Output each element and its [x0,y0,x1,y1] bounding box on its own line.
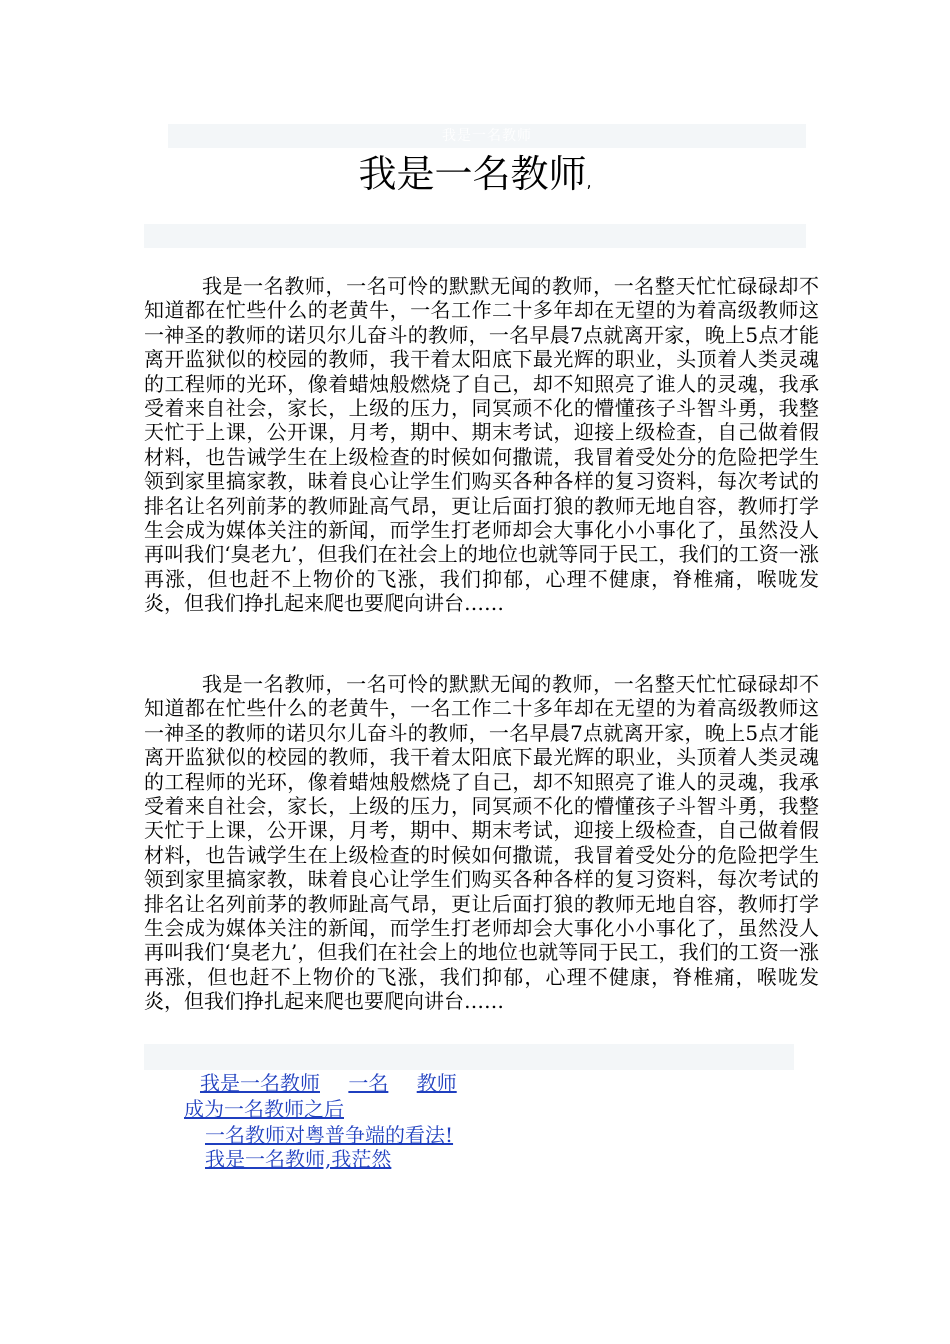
related-link[interactable]: 我是一名教师,我茫然 [205,1147,392,1171]
tag-links [200,1070,479,1096]
header-band [168,124,806,148]
related-link-row [184,1096,344,1122]
tag-link-yiming[interactable]: 一名 [348,1071,389,1095]
divider-band [144,224,806,248]
related-link[interactable]: 成为一名教师之后 [184,1097,344,1121]
tag-link-main[interactable]: 我是一名教师 [200,1071,320,1095]
related-link-row [205,1146,391,1172]
page-title [0,146,950,210]
header-band-text: 我是一名教师 [442,128,532,144]
related-link[interactable]: 一名教师对粤普争端的看法! [205,1123,454,1147]
related-link-row [205,1122,453,1148]
article-paragraph: 我是一名教师，一名可怜的默默无闻的教师，一名整天忙忙碌碌却不知道都在忙些什么的老黄牛，一名工作二十多年却在无望的为着高级教师这一神圣的教师的诺贝尔儿奋斗的教师，一名早晨7点就离开家，晚上5点才能离开监狱似的校园的教师，我干着太阳底下最光辉的职业，头顶着人类灵魂的工程师的光环，像着蜡烛般燃烧了自己，却不知照亮了谁人的灵魂，我承受着来自社会，家长，上级的压力，同冥顽不化的懵懂孩子斗智斗勇，我整天忙于上课，公开课，月考，期中、期末考试，迎接上级检查，自己做着假材料，也告诫学生在上级检查的时候如何撒谎，我冒着受处分的危险把学生领到家里搞家教，昧着良心让学生们购买各种各样的复习资料，每次考试的排名让名列前茅的教师趾高气昂，更让后面打狼的教师无地自容，教师打学生会成为媒体关注的新闻，而学生打老师却会大事化小小事化了，虽然没人再叫我们‘臭老九’，但我们在社会上的地位也就等同于民工，我们的工资一涨再涨，但也赶不上物价的飞涨，我们抑郁，心理不健康，脊椎痛，喉咙发炎，但我们挣扎起来爬也要爬向讲台…… [144,672,819,1014]
article-paragraph: 我是一名教师，一名可怜的默默无闻的教师，一名整天忙忙碌碌却不知道都在忙些什么的老黄牛，一名工作二十多年却在无望的为着高级教师这一神圣的教师的诺贝尔儿奋斗的教师，一名早晨7点就离开家，晚上5点才能离开监狱似的校园的教师，我干着太阳底下最光辉的职业，头顶着人类灵魂的工程师的光环，像着蜡烛般燃烧了自己，却不知照亮了谁人的灵魂，我承受着来自社会，家长，上级的压力，同冥顽不化的懵懂孩子斗智斗勇，我整天忙于上课，公开课，月考，期中、期末考试，迎接上级检查，自己做着假材料，也告诫学生在上级检查的时候如何撒谎，我冒着受处分的危险把学生领到家里搞家教，昧着良心让学生们购买各种各样的复习资料，每次考试的排名让名列前茅的教师趾高气昂，更让后面打狼的教师无地自容，教师打学生会成为媒体关注的新闻，而学生打老师却会大事化小小事化了，虽然没人再叫我们‘臭老九’，但我们在社会上的地位也就等同于民工，我们的工资一涨再涨，但也赶不上物价的飞涨，我们抑郁，心理不健康，脊椎痛，喉咙发炎，但我们挣扎起来爬也要爬向讲台…… [144,274,819,616]
tag-link-jiaoshi[interactable]: 教师 [416,1071,457,1095]
page-title-mark: , [586,172,592,191]
page-title-text: 我是一名教师 [358,152,587,196]
footer-band [144,1044,794,1070]
